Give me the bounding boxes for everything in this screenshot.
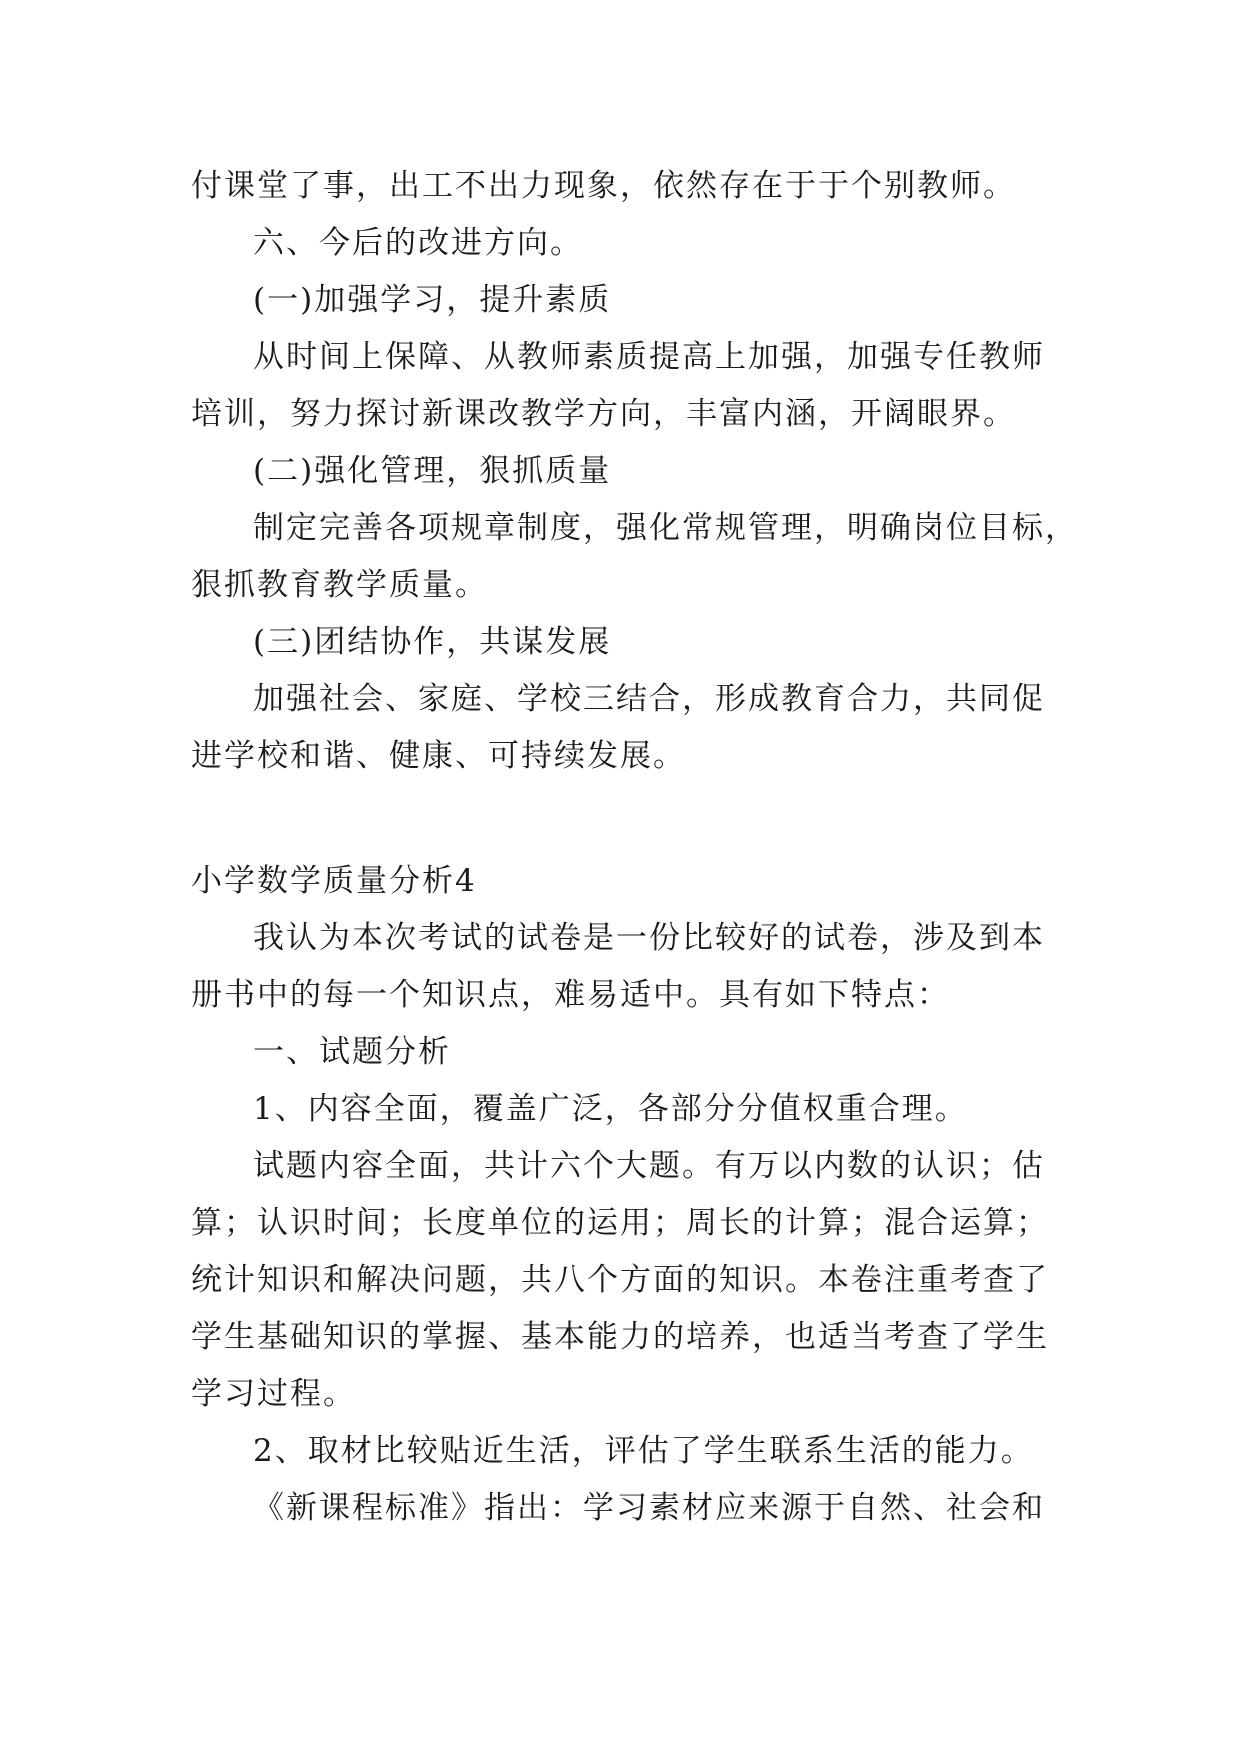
document-title: 小学数学质量分析4 [191, 863, 477, 899]
section-heading: 六、今后的改进方向。 [253, 225, 583, 261]
subsection-heading: (三)团结协作，共谋发展 [253, 624, 612, 660]
paragraph-line: 册书中的每一个知识点，难易适中。具有如下特点： [191, 977, 950, 1013]
text-line: 付课堂了事，出工不出力现象，依然存在于于个别教师。 [191, 168, 1016, 204]
paragraph-line: 《新课程标准》指出：学习素材应来源于自然、社会和 [253, 1490, 1045, 1526]
subsection-heading: (一)加强学习，提升素质 [253, 282, 612, 318]
section-heading: 一、试题分析 [253, 1034, 451, 1070]
paragraph-line: 培训，努力探讨新课改教学方向，丰富内涵，开阔眼界。 [191, 396, 1016, 432]
paragraph-line: 从时间上保障、从教师素质提高上加强，加强专任教师 [253, 339, 1045, 375]
paragraph-line: 进学校和谐、健康、可持续发展。 [191, 738, 686, 774]
paragraph-line: 加强社会、家庭、学校三结合，形成教育合力，共同促 [253, 681, 1045, 717]
subsection-heading: (二)强化管理，狠抓质量 [253, 453, 612, 489]
paragraph-line: 我认为本次考试的试卷是一份比较好的试卷，涉及到本 [253, 920, 1045, 956]
paragraph-line: 算；认识时间；长度单位的运用；周长的计算；混合运算； [191, 1205, 1049, 1241]
paragraph-line: 制定完善各项规章制度，强化常规管理，明确岗位目标， [253, 510, 1078, 546]
numbered-heading: 1、内容全面，覆盖广泛，各部分分值权重合理。 [253, 1091, 968, 1127]
paragraph-line: 狠抓教育教学质量。 [191, 567, 488, 603]
numbered-heading: 2、取材比较贴近生活，评估了学生联系生活的能力。 [253, 1433, 1034, 1469]
paragraph-line: 统计知识和解决问题，共八个方面的知识。本卷注重考查了 [191, 1262, 1049, 1298]
paragraph-line: 学生基础知识的掌握、基本能力的培养，也适当考查了学生 [191, 1319, 1049, 1355]
paragraph-line: 试题内容全面，共计六个大题。有万以内数的认识；估 [253, 1148, 1045, 1184]
paragraph-line: 学习过程。 [191, 1376, 356, 1412]
